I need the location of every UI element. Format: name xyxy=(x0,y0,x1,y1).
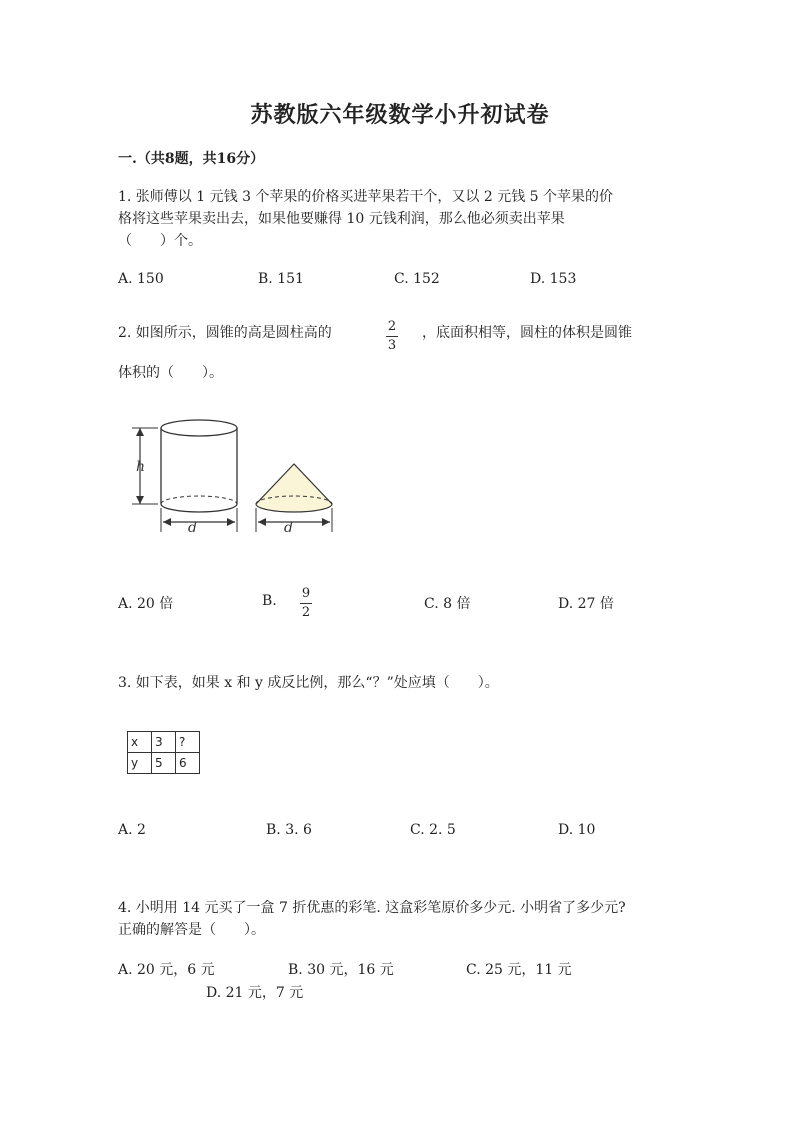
q4-text xyxy=(118,897,626,941)
q1-option-b: B. 151 xyxy=(258,271,304,287)
table-cell: x xyxy=(128,732,152,753)
table-cell: 3 xyxy=(152,732,176,753)
q2-fraction-denominator: 3 xyxy=(387,338,397,353)
q2-option-d: D. 27 倍 xyxy=(558,596,614,612)
q3-option-b: B. 3. 6 xyxy=(266,822,312,838)
q2-line2: 体积的（ ）。 xyxy=(118,365,223,381)
q2-text-before: 2. 如图所示，圆锥的高是圆柱高的 xyxy=(118,325,332,341)
q2-option-c: C. 8 倍 xyxy=(424,596,471,612)
q2-option-b-numerator: 9 xyxy=(301,586,311,601)
cylinder-shape xyxy=(161,420,237,512)
table-row xyxy=(128,753,200,774)
q2-text-after: ，底面积相等，圆柱的体积是圆锥 xyxy=(422,325,632,341)
q2-option-b: B. xyxy=(262,593,277,609)
table-cell: 6 xyxy=(176,753,200,774)
page-title: 苏教版六年级数学小升初试卷 xyxy=(250,102,550,128)
q4-option-d: D. 21 元，7 元 xyxy=(206,985,304,1001)
q4-option-c: C. 25 元，11 元 xyxy=(466,962,572,978)
q2-option-b-fraction xyxy=(300,587,312,620)
cone-shape xyxy=(256,464,332,512)
q4-line1: 4. 小明用 14 元买了一盒 7 折优惠的彩笔. 这盒彩笔原价多少元. 小明省了多少元? xyxy=(118,900,626,916)
q1-line1: 1. 张师傅以 1 元钱 3 个苹果的价格买进苹果若干个，又以 2 元钱 5 个苹果的价 xyxy=(118,189,614,205)
q2-fraction-numerator: 2 xyxy=(387,319,397,334)
q2-option-a: A. 20 倍 xyxy=(118,596,174,612)
q3-text: 3. 如下表，如果 x 和 y 成反比例，那么“？”处应填（ ）。 xyxy=(118,675,499,691)
q3-option-d: D. 10 xyxy=(558,822,596,838)
q4-option-a: A. 20 元，6 元 xyxy=(118,962,215,978)
section-heading: 一.（共8题，共16分） xyxy=(118,151,265,167)
table-cell: y xyxy=(128,753,152,774)
q3-option-c: C. 2. 5 xyxy=(410,822,456,838)
table-row xyxy=(128,732,200,753)
q2-fraction xyxy=(386,320,398,353)
q1-line2: 格将这些苹果卖出去，如果他要赚得 10 元钱利润，那么他必须卖出苹果 xyxy=(118,211,565,227)
cylinder-cone-figure xyxy=(118,408,348,538)
q1-option-a: A. 150 xyxy=(118,271,164,287)
q1-option-d: D. 153 xyxy=(530,271,577,287)
q3-option-a: A. 2 xyxy=(118,822,146,838)
table-cell: ? xyxy=(176,732,200,753)
h-label: h xyxy=(136,459,146,475)
d-label-cylinder: d xyxy=(188,520,197,536)
xy-table xyxy=(127,731,200,774)
table-cell: 5 xyxy=(152,753,176,774)
q1-option-c: C. 152 xyxy=(394,271,440,287)
q2-option-b-denominator: 2 xyxy=(301,605,311,620)
q1-line3: （ ）个。 xyxy=(118,233,202,249)
q4-line2: 正确的解答是（ ）。 xyxy=(118,922,265,938)
d-label-cone: d xyxy=(284,520,293,536)
q1-text xyxy=(118,186,613,252)
q4-option-b: B. 30 元，16 元 xyxy=(288,962,394,978)
